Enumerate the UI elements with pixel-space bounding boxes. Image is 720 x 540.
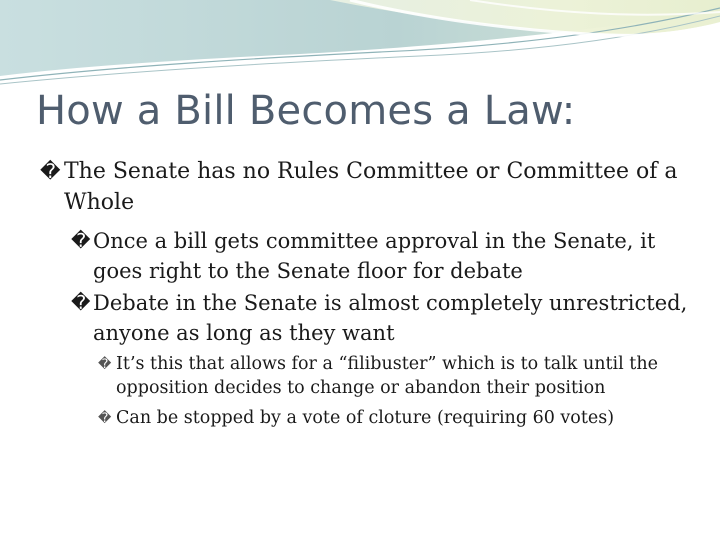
bullet-item [71, 226, 693, 286]
bullet-glyph-icon: � [71, 292, 91, 314]
bullet-text: The Senate has no Rules Committee or Committee of a Whole [64, 159, 678, 215]
bullet-glyph-icon: � [98, 357, 112, 372]
bullet-glyph-icon: � [71, 230, 91, 252]
bullet-text: Once a bill gets committee approval in the Senate, it goes right to the Senate floor for debate [93, 229, 656, 283]
bullet-text: Debate in the Senate is almost completely unrestricted, anyone as long as they want [93, 291, 688, 345]
bullet-item [98, 406, 686, 430]
bullet-item [71, 288, 693, 348]
bullet-item [98, 352, 686, 400]
bullet-glyph-icon: � [98, 411, 112, 426]
header-wave-decoration [0, 0, 720, 90]
bullet-item [40, 156, 684, 218]
bullet-text: Can be stopped by a vote of cloture (requiring 60 votes) [116, 408, 615, 428]
slide-title: How a Bill Becomes a Law: [36, 88, 576, 134]
bullet-text: It’s this that allows for a “filibuster” which is to talk until the opposition decides to change or abandon their position [116, 354, 658, 398]
bullet-glyph-icon: � [40, 159, 61, 183]
